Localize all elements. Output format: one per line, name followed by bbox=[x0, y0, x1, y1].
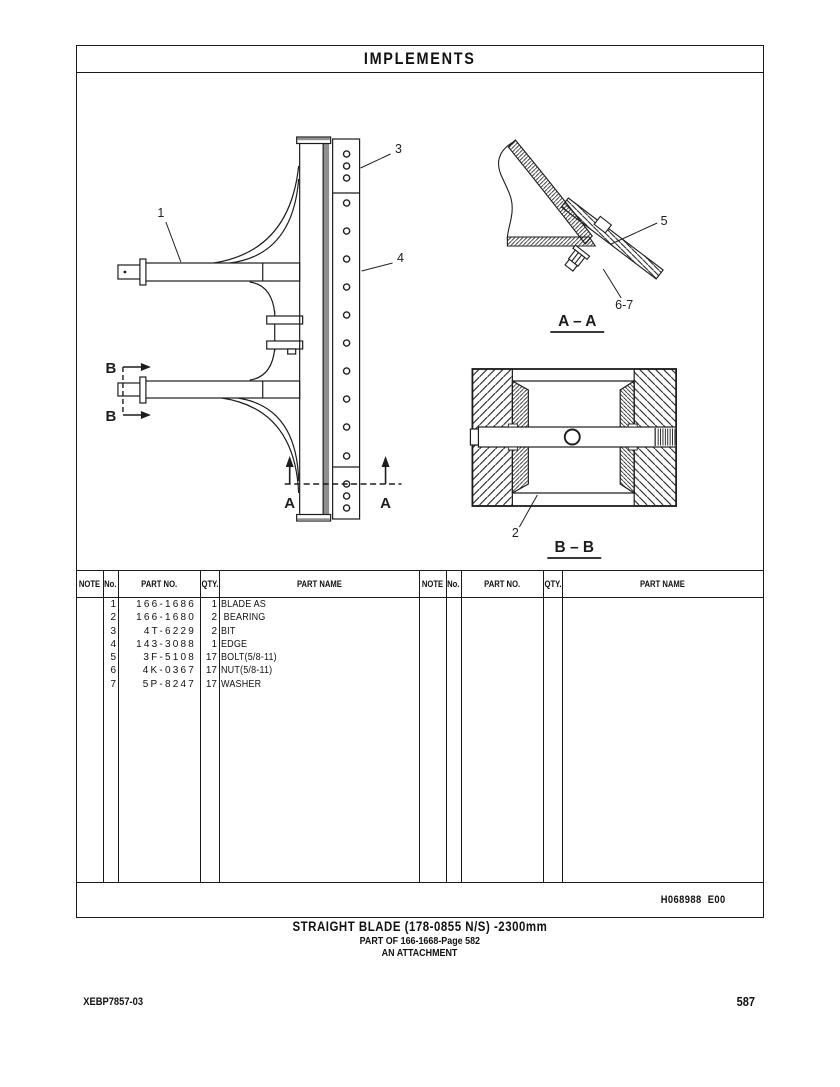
moldboard-shading bbox=[324, 143, 329, 515]
col-part-name: PART NAME bbox=[297, 579, 342, 589]
form-number: XEBP7857-03 bbox=[83, 996, 144, 1008]
caption-block bbox=[0, 919, 840, 959]
page-number: 587 bbox=[736, 994, 756, 1009]
title-band bbox=[77, 46, 763, 73]
cut-label-a-right: A bbox=[380, 494, 391, 513]
cut-label-b-bottom: B bbox=[105, 407, 117, 426]
lower-push-arm bbox=[146, 381, 300, 398]
col-part-name: PART NAME bbox=[640, 579, 685, 589]
cutting-edge-strip bbox=[333, 139, 360, 519]
callout-6-7: 6-7 bbox=[615, 297, 634, 313]
caption-title: STRAIGHT BLADE (178-0855 N/S) -2300mm bbox=[292, 919, 548, 934]
callout-1: 1 bbox=[157, 205, 165, 221]
upper-trunnion-pin bbox=[118, 265, 140, 279]
table-row: 7 5P-8247 17 WASHER bbox=[110, 678, 262, 690]
callout-5: 5 bbox=[660, 213, 668, 229]
pin-shaft bbox=[478, 427, 676, 447]
cut-label-a-left: A bbox=[284, 494, 296, 513]
cut-label-b-top: B bbox=[105, 359, 117, 378]
section-bb-label: B – B bbox=[554, 538, 595, 557]
table-row: 2 166-1680 2 BEARING bbox=[110, 612, 266, 624]
section-bb-view bbox=[470, 369, 676, 558]
table-header-left bbox=[77, 571, 420, 598]
lower-trunnion-pin bbox=[118, 383, 140, 396]
col-note: NOTE bbox=[422, 579, 444, 589]
section-aa-label: A – A bbox=[558, 312, 597, 331]
parts-table-right bbox=[419, 571, 763, 883]
col-no: No. bbox=[104, 579, 117, 589]
col-note: NOTE bbox=[79, 579, 101, 589]
callout-2: 2 bbox=[511, 525, 519, 541]
col-qty: QTY. bbox=[201, 579, 219, 589]
parts-table bbox=[77, 570, 763, 883]
col-qty: QTY. bbox=[544, 579, 562, 589]
table-header-right bbox=[420, 571, 763, 598]
doc-number: H068988 E00 bbox=[660, 894, 726, 906]
drawing-sheet bbox=[76, 45, 764, 918]
page-title: IMPLEMENTS bbox=[364, 49, 476, 68]
table-row: 3 4T-6229 2 BIT bbox=[110, 625, 236, 637]
table-row: 5 3F-5108 17 BOLT(5/8-11) bbox=[110, 652, 277, 664]
callout-3: 3 bbox=[395, 141, 403, 157]
callout-4: 4 bbox=[397, 250, 405, 266]
caption-part-of: PART OF 166-1668-Page 582 bbox=[359, 935, 481, 947]
col-no: No. bbox=[447, 579, 460, 589]
technical-drawing bbox=[77, 73, 762, 571]
parts-table-left bbox=[77, 571, 420, 883]
caption-attachment: AN ATTACHMENT bbox=[382, 947, 458, 959]
table-row: 4 143-3088 1 EDGE bbox=[110, 638, 248, 650]
table-row: 6 4K-0367 17 NUT(5/8-11) bbox=[110, 665, 273, 677]
col-part-no: PART NO. bbox=[484, 579, 520, 589]
table-row: 1 166-1686 1 BLADE AS bbox=[110, 599, 266, 610]
upper-push-arm bbox=[146, 263, 300, 281]
table-rows bbox=[77, 598, 420, 691]
revision-strip bbox=[77, 882, 763, 917]
blade-assembly-side-view bbox=[118, 137, 360, 521]
col-part-no: PART NO. bbox=[141, 579, 177, 589]
section-aa-view bbox=[499, 140, 664, 332]
